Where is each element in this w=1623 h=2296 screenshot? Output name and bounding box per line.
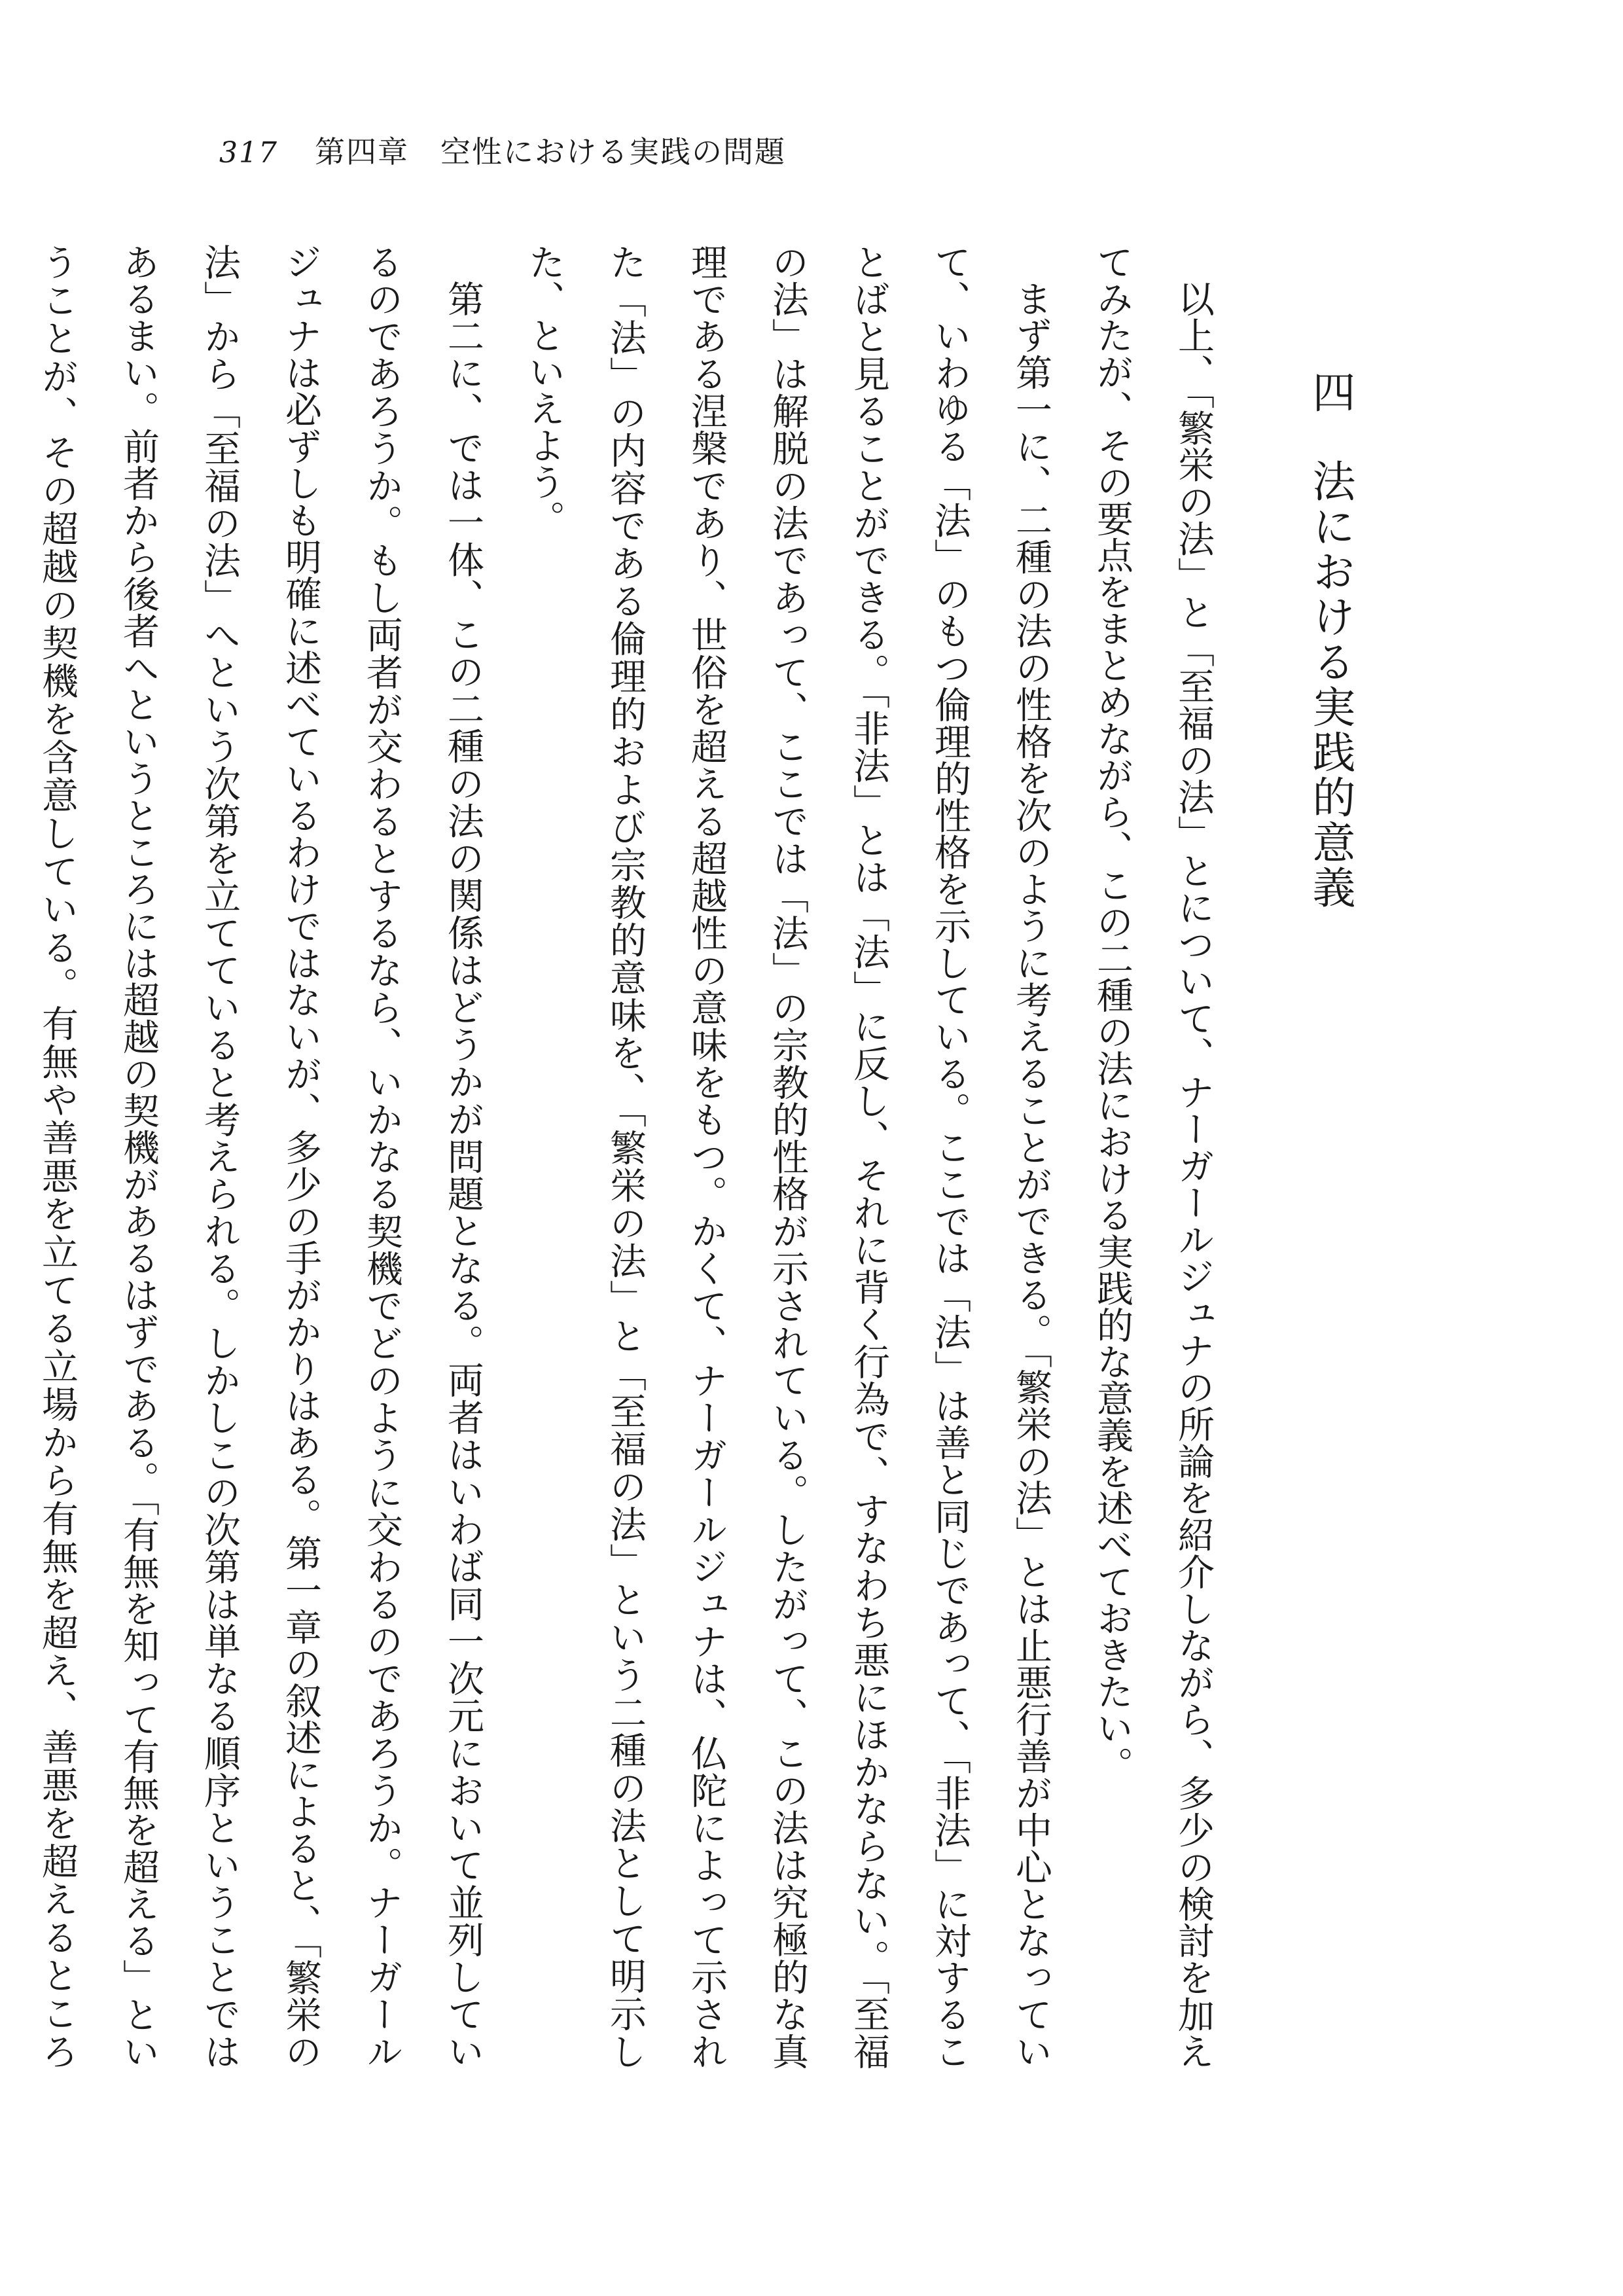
paragraph: 以上、「繁栄の法」と「至福の法」とについて、ナーガールジュナの所論を紹介しながら、多少の検討を加えてみたが、その要点をまとめながら、この二種の法における実践的な意義を述べておきたい。 bbox=[1091, 243, 1215, 2070]
page-number: 317 bbox=[219, 136, 278, 170]
chapter-title: 第四章 空性における実践の問題 bbox=[314, 134, 786, 170]
running-head bbox=[219, 128, 786, 174]
body-text bbox=[36, 243, 1234, 2070]
section-title: 法における実践的意義 bbox=[1305, 459, 1355, 910]
section-number: 四 bbox=[1305, 370, 1355, 413]
section-heading bbox=[1279, 370, 1355, 910]
paragraph: 第二に、では一体、この二種の法の関係はどうかが問題となる。両者はいわば同一次元において並列しているのであろうか。もし両者が交わるとするなら、いかなる契機でどのように交わるのであろうか。ナーガールジュナは必ずしも明確に述べているわけではないが、多少の手がかりはある。第一章の叙述によると、「繁栄の法」から「至福の法」へという次第を立てていると考えられる。しかしこの次第は単なる順序ということではあるまい。前者から後者へというところには超越の契機があるはずである。「有無を知って有無を超える」ということが、その超越の契機を含意している。有無や善悪を立てる立場から有無を超え、善悪を超えるところ bbox=[36, 243, 484, 2070]
paragraph: まず第一に、二種の法の性格を次のように考えることができる。「繁栄の法」とは止悪行善が中心となっていて、いわゆる「法」のもつ倫理的性格を示している。ここでは「法」は善と同じであって、「非法」に対することばと見ることができる。「非法」とは「法」に反し、それに背く行為で、すなわち悪にほかならない。「至福の法」は解脱の法であって、ここでは「法」の宗教的性格が示されている。したがって、この法は究極的な真理である涅槃であり、世俗を超える超越性の意味をもつ。かくて、ナーガールジュナは、仏陀によって示された「法」の内容である倫理的および宗教的意味を、「繁栄の法」と「至福の法」という二種の法として明示した、といえよう。 bbox=[523, 243, 1052, 2070]
